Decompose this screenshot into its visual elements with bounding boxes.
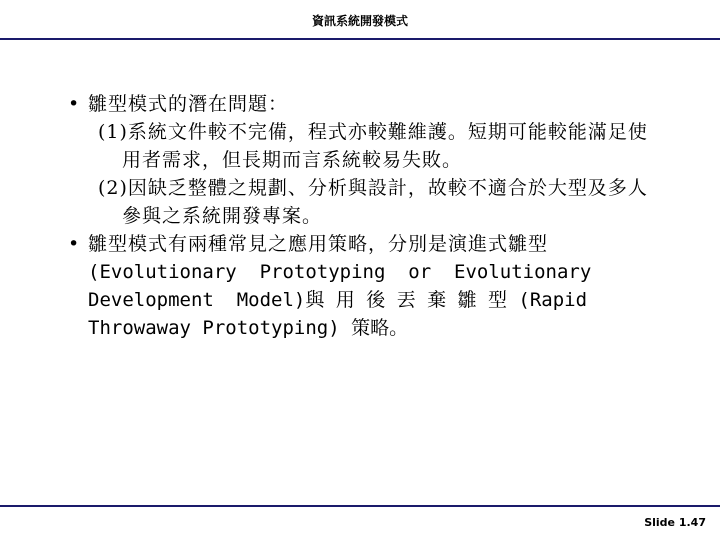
slide-number: Slide 1.47 (644, 516, 706, 529)
bullet-text-line: Development Model)與 用 後 丟 棄 雛 型 (Rapid (88, 289, 588, 311)
bullet-text-line: (Evolutionary Prototyping or Evolutionary (88, 261, 592, 283)
bullet-text-line: • 雛型模式有兩種常見之應用策略，分別是演進式雛型 (88, 233, 549, 255)
slide-title: 資訊系統開發模式 (311, 14, 408, 28)
header-divider (0, 38, 720, 40)
sub-item: (1)系統文件較不完備，程式亦較難維護。短期可能較能滿足使用者需求，但長期而言系統較易失敗。 (98, 121, 648, 171)
slide-content (62, 90, 662, 342)
sub-item: (2)因缺乏整體之規劃、分析與設計，故較不適合於大型及多人參與之系統開發專案。 (98, 177, 648, 227)
bullet-item (62, 230, 662, 342)
bullet-text-line: Throwaway Prototyping) 策略。 (88, 317, 409, 339)
bullet-item: • 雛型模式的潛在問題： (62, 90, 662, 118)
footer-divider (0, 505, 720, 507)
